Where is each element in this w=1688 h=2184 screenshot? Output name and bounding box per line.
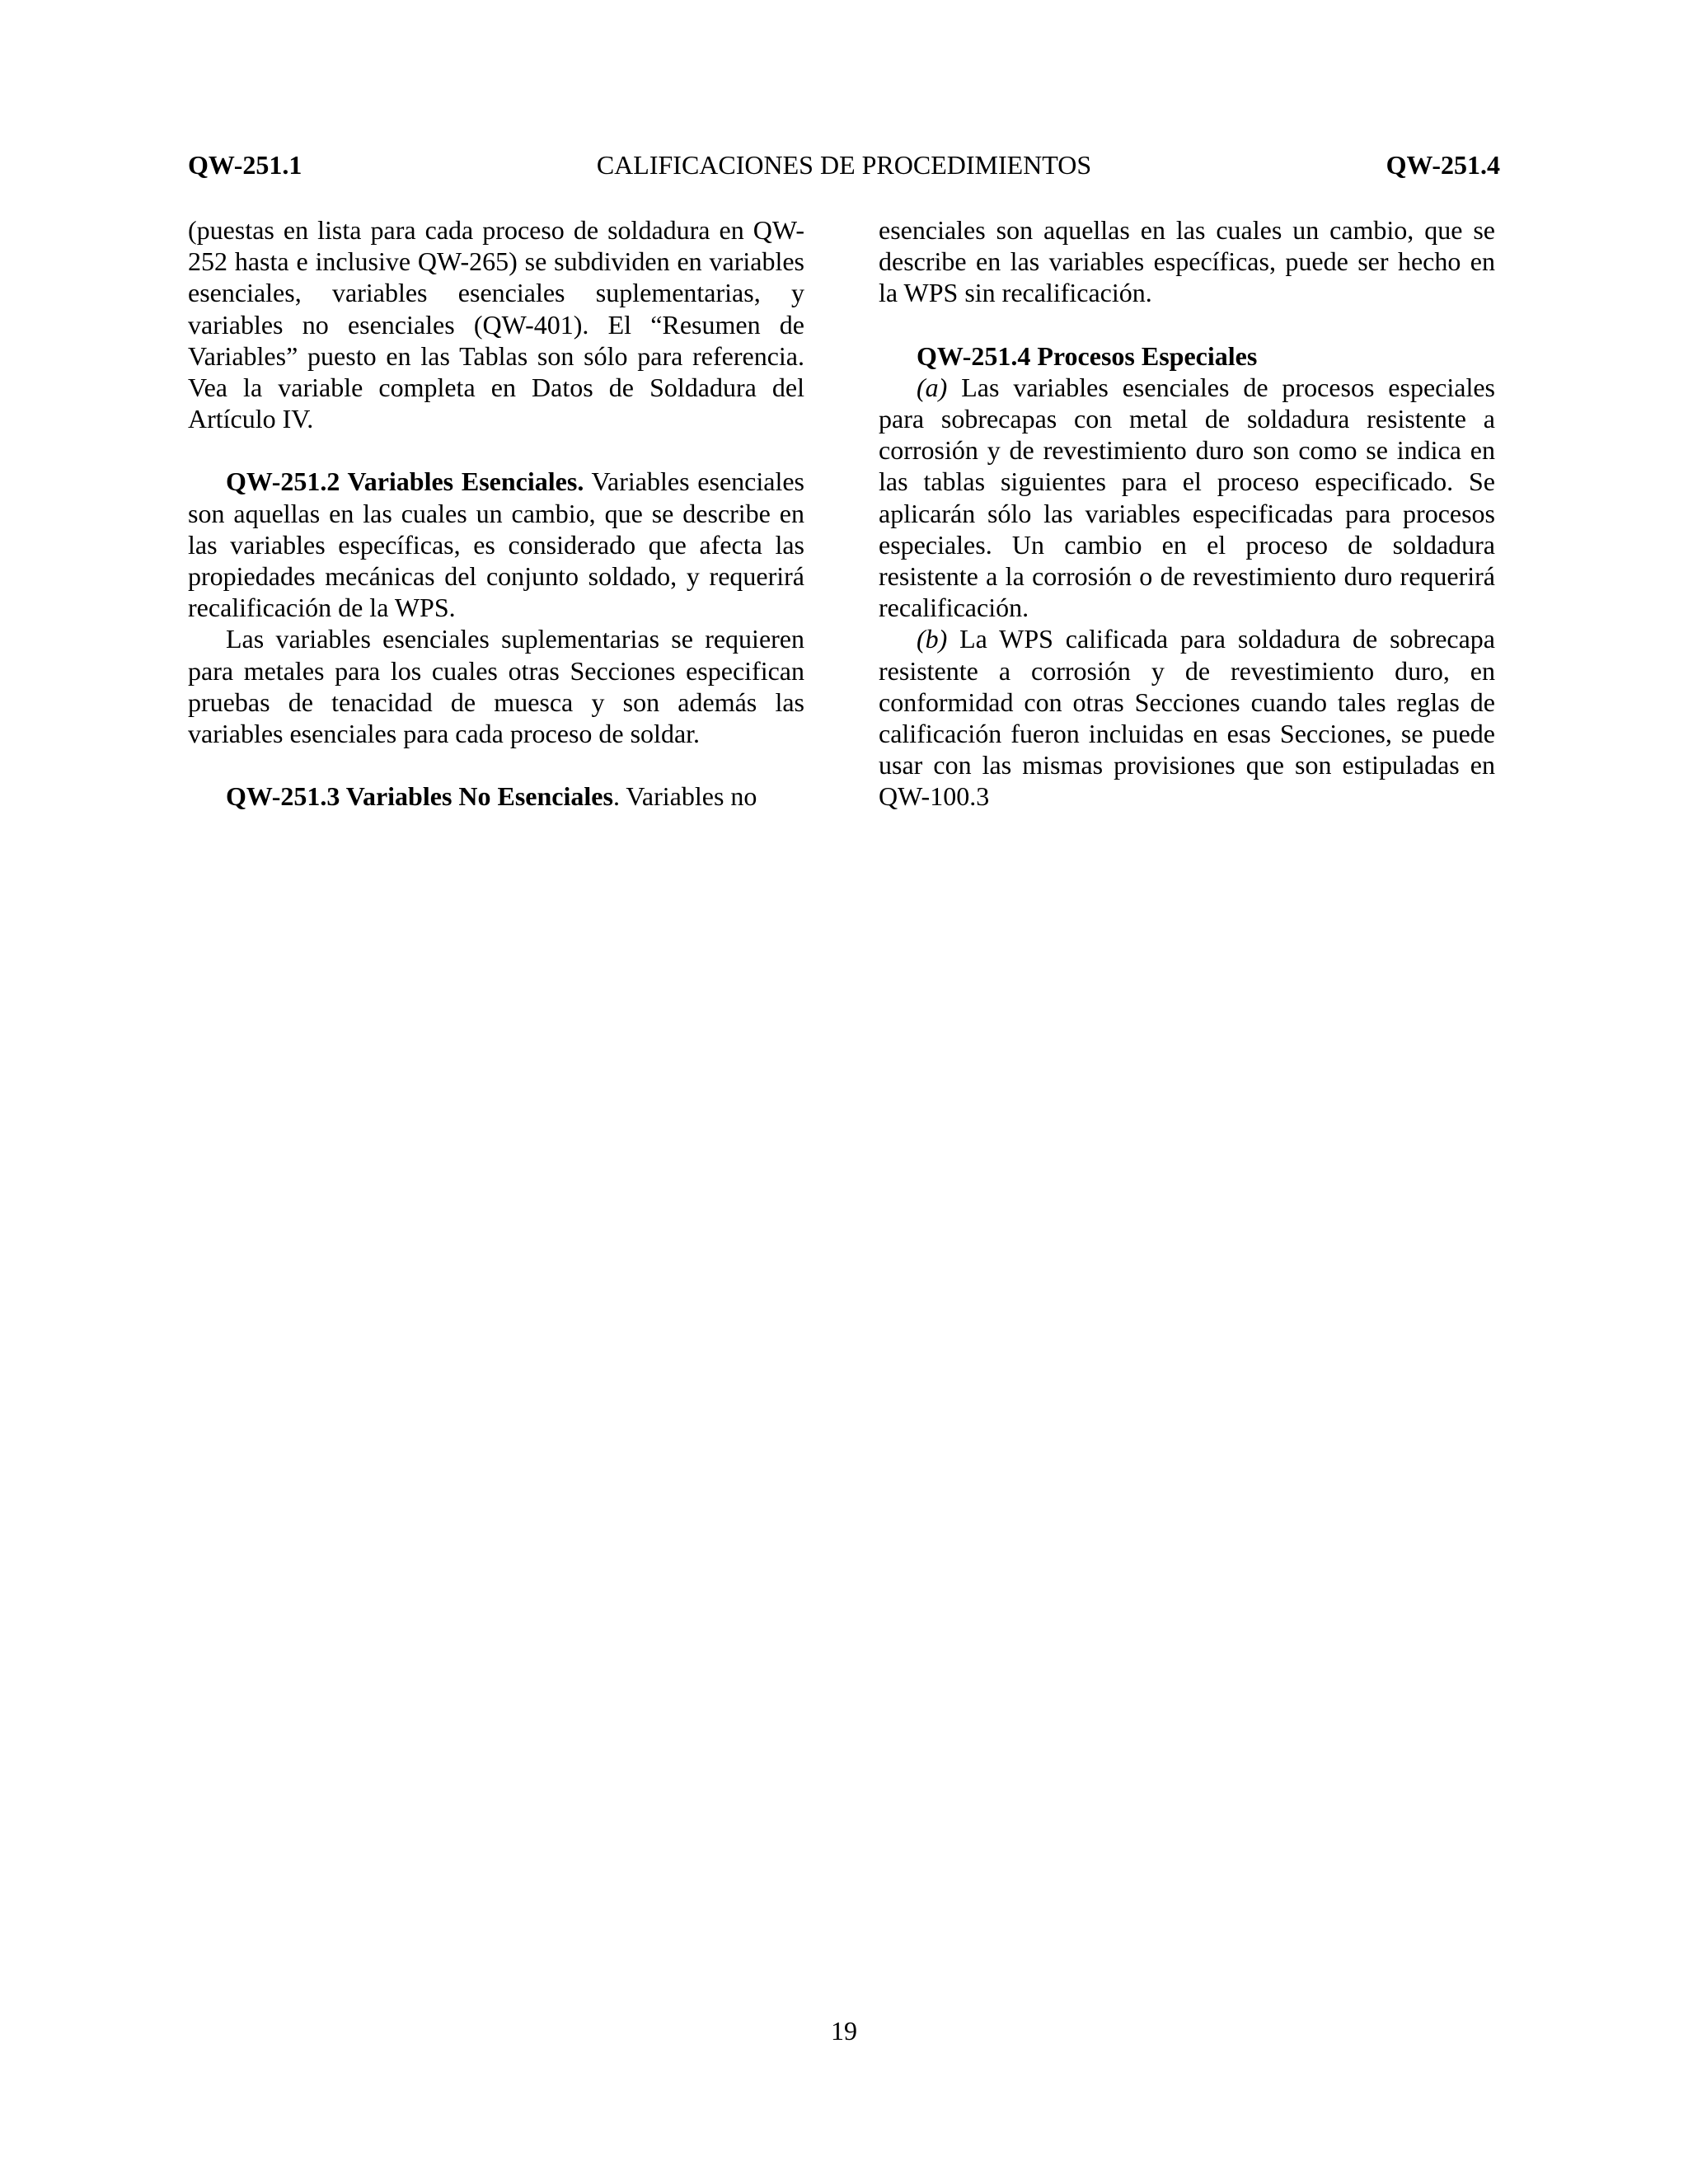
running-header: [188, 145, 1500, 185]
section-qw-251-4: [879, 340, 1495, 372]
section-heading: QW-251.4 Procesos Especiales: [917, 340, 1258, 371]
section-qw-251-2: [188, 466, 804, 623]
item-body: Las variables esenciales de procesos especiales para sobrecapas con metal de soldadura resistente a corrosión y de revestimiento duro son como se indica en las tablas siguientes para el proceso especificado. Se aplicarán sólo las variables especificadas para procesos especiales. Un cambio en el proceso de soldadura resistente a la corrosión o de revestimiento duro requerirá recalificación.: [879, 372, 1495, 623]
right-column: [879, 214, 1495, 813]
item-label: (a): [917, 372, 948, 402]
section-body: . Variables no: [612, 781, 757, 812]
left-column: [188, 214, 804, 812]
paragraph-gap: [188, 434, 804, 466]
page-number: 19: [831, 2016, 857, 2046]
header-section-start: QW-251.1: [188, 150, 302, 180]
section-heading: QW-251.3 Variables No Esenciales: [226, 781, 613, 812]
section-qw-251-3: [188, 780, 804, 812]
item-body: La WPS calificada para soldadura de sobrecapa resistente a corrosión y de revestimiento duro, en conformidad con otras Secciones cuando tales reglas de calificación fueron incluidas en esas Secciones, se puede usar con las mismas provisiones que son estipuladas en QW-100.3: [879, 624, 1495, 812]
section-body: Variables esenciales son aquellas en las cuales un cambio, que se describe en las variables específicas, es considerado que afecta las propiedades mecánicas del conjunto soldado, y requerirá recalificación de la WPS.: [188, 466, 805, 623]
item-a: [879, 372, 1495, 624]
paragraph-supplementary: Las variables esenciales suplementarias se requieren para metales para los cuales otras Secciones especifican pruebas de tenacidad de muesca y son además las variables esenciales para cada proceso de soldar.: [188, 624, 804, 749]
header-section-end: QW-251.4: [1386, 150, 1500, 180]
paragraph-gap: [879, 309, 1495, 340]
paragraph-gap: [188, 749, 804, 780]
item-label: (b): [917, 624, 948, 654]
paragraph-continued: (puestas en lista para cada proceso de soldadura en QW-252 hasta e inclusive QW-265) se subdividen en variables esenciales, variables esenciales suplementarias, y variables no esenciales (QW-401). El “Resumen de Variables” puesto en las Tablas son sólo para referencia. Vea la variable completa en Datos de Soldadura del Artículo IV.: [188, 215, 804, 434]
header-title: CALIFICACIONES DE PROCEDIMIENTOS: [596, 150, 1092, 180]
item-b: [879, 623, 1495, 812]
paragraph-continued: esenciales son aquellas en las cuales un cambio, que se describe en las variables específicas, puede ser hecho en la WPS sin recalificación.: [879, 215, 1495, 308]
section-heading: QW-251.2 Variables Esenciales.: [226, 466, 584, 497]
